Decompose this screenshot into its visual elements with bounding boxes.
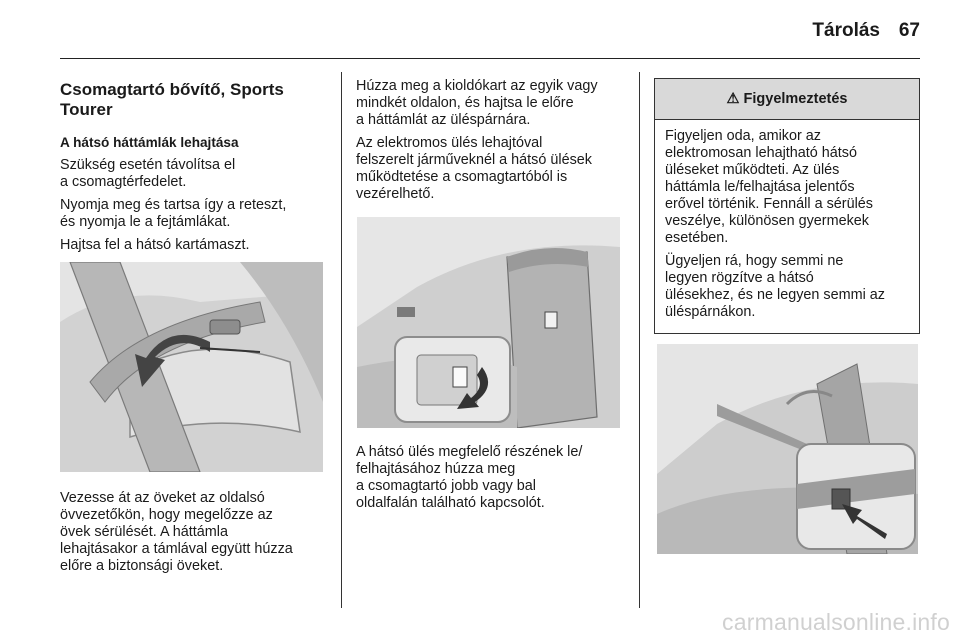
column-divider-1 [341, 72, 342, 608]
warning-paragraph-2: Ügyeljen rá, hogy semmi ne legyen rögzítve a hátsó ülésekhez, és ne legyen semmi az üléspárnákon. [665, 253, 885, 320]
warning-header [655, 79, 919, 120]
warning-title: Figyelmeztetés [743, 91, 848, 107]
paragraph-remove-cover: Szükség esetén távolítsa el a csomagtérfedelet. [60, 157, 236, 190]
column-divider-2 [639, 72, 640, 608]
paragraph-release-lever: Húzza meg a kioldókart az egyik vagy mindkét oldalon, és hajtsa le előre a háttámlát az üléspárnára. [356, 78, 598, 128]
paragraph-armrest: Hajtsa fel a hátsó kartámaszt. [60, 237, 250, 253]
warning-box [654, 78, 920, 334]
watermark: carmanualsonline.info [722, 609, 950, 635]
warning-body [655, 120, 919, 333]
paragraph-electric-folding: Az elektromos ülés lehajtóval felszerelt járműveknél a hátsó ülések működtetése a csomagtartóból is vezérelhető. [356, 135, 592, 202]
figure-seatbelt-guide [60, 262, 323, 472]
heading-line-1: Csomagtartó bővítő, Sports [60, 80, 284, 99]
header-rule [60, 58, 920, 59]
warning-triangle-icon: ⚠ [726, 91, 740, 107]
paragraph-headrests: Nyomja meg és tartsa így a reteszt, és nyomja le a fejtámlákat. [60, 197, 287, 230]
warning-paragraph-1: Figyeljen oda, amikor az elektromosan lehajtható hátsó üléseket működteti. Az ülés háttámla le/felhajtása jelentős erővel történik. Fennáll a sérülés veszélye, különösen gyermekek esetében. [665, 128, 873, 246]
figure-side-switch [657, 344, 918, 554]
section-heading [60, 80, 330, 120]
paragraph-belt-guides: Vezesse át az öveket az oldalsó övvezetőkön, hogy megelőzze az övek sérülését. A háttámla lehajtásakor a támlával együtt húzza előre a biztonsági öveket. [60, 490, 293, 574]
subheading: A hátsó háttámlák lehajtása [60, 135, 239, 150]
column-1 [60, 80, 330, 260]
column-2-lower [356, 444, 626, 518]
heading-line-2: Tourer [60, 100, 113, 119]
paragraph-switch: A hátsó ülés megfelelő részének le/ felhajtásához húzza meg a csomagtartó jobb vagy bal oldalfalán található kapcsolót. [356, 444, 583, 511]
column-2 [356, 78, 624, 209]
figure-trunk-switch [357, 217, 620, 428]
page-header-title: Tárolás [812, 20, 880, 41]
column-1-lower [60, 490, 335, 581]
page-number: 67 [898, 20, 920, 41]
